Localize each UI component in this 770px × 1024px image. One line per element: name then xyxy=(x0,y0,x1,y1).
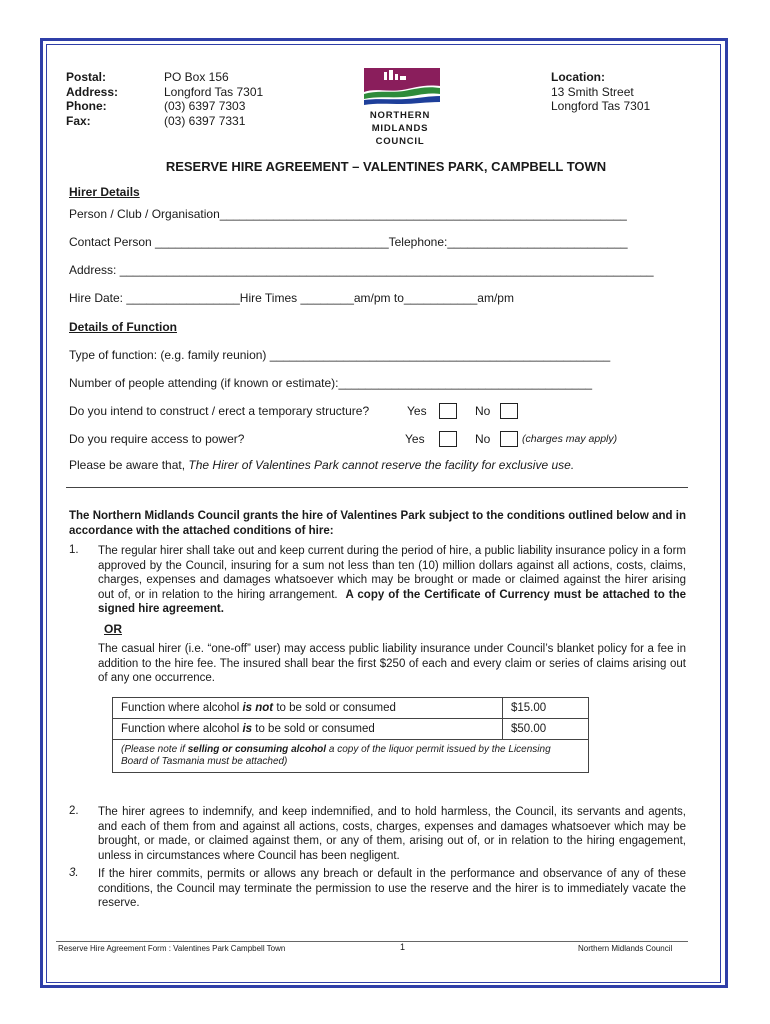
person-club-field[interactable]: Person / Club / Organisation_____________________________________________________________ xyxy=(69,207,627,221)
fee-row-1-em: is not xyxy=(242,702,274,714)
function-type-field[interactable]: Type of function: (e.g. family reunion) ___________________________________________________ xyxy=(69,348,611,362)
condition-2-number: 2. xyxy=(69,805,79,817)
exclusive-use-notice xyxy=(69,458,574,472)
fee-row-2-em: is xyxy=(242,723,253,735)
page-title: RESERVE HIRE AGREEMENT – VALENTINES PARK, CAMPBELL TOWN xyxy=(165,159,607,174)
footer-rule xyxy=(56,941,688,942)
liquor-note-bold: selling or consuming alcohol xyxy=(187,744,327,755)
location-block xyxy=(551,70,650,114)
charges-note: (charges may apply) xyxy=(522,433,618,445)
casual-hirer-text: The casual hirer (i.e. “one-off” user) may access public liability insurance under Council’s blanket policy for a fee in addition to the hire fee. The insured shall bear the first $250 of each and every claim or series of claims arising out of any one occurrence. xyxy=(98,643,686,684)
power-yes-label: Yes xyxy=(405,432,425,446)
contact-telephone-field[interactable]: Contact Person ___________________________________Telephone:___________________________ xyxy=(69,235,628,249)
council-logo-text xyxy=(352,109,448,148)
phone-label: Phone: xyxy=(66,99,107,113)
structure-yes-checkbox[interactable] xyxy=(439,403,457,419)
fax-label: Fax: xyxy=(66,113,91,128)
table-row xyxy=(113,740,589,773)
address-value: Longford Tas 7301 xyxy=(164,84,264,99)
aware-italic: The Hirer of Valentines Park cannot reserve the facility for exclusive use. xyxy=(188,458,575,472)
condition-3-number: 3. xyxy=(69,867,79,879)
function-details-heading: Details of Function xyxy=(69,320,177,334)
table-row xyxy=(113,719,589,740)
structure-yes-label: Yes xyxy=(407,404,427,418)
postal-label: Postal: xyxy=(66,70,107,84)
power-no-label: No xyxy=(475,432,491,446)
condition-2-text: The hirer agrees to indemnify, and keep indemnified, and to hold harmless, the Council, its servants and agents, and each of them from and against all actions, costs, charges, expenses and damages whatsoever which may be brought, or made, or claimed against them, or any of them, arising out of, or in relation to the hiring engagement, unless in circumstances where Council has been negligent. xyxy=(98,806,686,862)
condition-1-body: The regular hirer shall take out and keep current during the period of hire, a public liability insurance policy in a form approved by the Council, insuring for a sum not less than ten (10) million dollars against all actions, costs, claims, charges, expenses and damages whatsoever which may be brought or made or claimed against the hirer arising out of, or in relation to the hiring arrangement. xyxy=(98,545,686,601)
footer-left: Reserve Hire Agreement Form : Valentines Park Campbell Town xyxy=(58,944,286,953)
structure-question: Do you intend to construct / erect a temporary structure? xyxy=(69,404,370,418)
header-values xyxy=(164,70,263,128)
location-label: Location: xyxy=(551,70,605,84)
aware-prefix: Please be aware that, xyxy=(69,458,189,472)
footer-right: Northern Midlands Council xyxy=(578,944,673,953)
conditions-intro: The Northern Midlands Council grants the hire of Valentines Park subject to the conditions outlined below and in accordance with the attached conditions of hire: xyxy=(69,510,686,537)
logo-line-3: COUNCIL xyxy=(375,136,425,147)
logo-line-1: NORTHERN xyxy=(369,110,431,121)
liquor-permit-note: (Please note if selling or consuming alcohol a copy of the liquor permit issued by the Licensing Board of Tasmania must be attached) xyxy=(113,740,589,773)
fax-value: (03) 6397 7331 xyxy=(164,113,246,128)
address-label: Address: xyxy=(66,84,119,99)
fee-row-1-label: Function where alcohol is not to be sold or consumed xyxy=(113,698,503,719)
location-line-1: 13 Smith Street xyxy=(551,84,634,99)
structure-no-label: No xyxy=(475,404,491,418)
location-line-2: Longford Tas 7301 xyxy=(551,99,651,113)
condition-3-text: If the hirer commits, permits or allows any breach or default in the performance and observance of any of these conditions, the Council may terminate the permission to use the reserve and the hirer is to immediately vacate the reserve. xyxy=(98,868,686,909)
postal-value: PO Box 156 xyxy=(164,70,229,84)
table-row xyxy=(113,698,589,719)
fee-table xyxy=(112,697,589,773)
divider xyxy=(66,487,688,488)
council-logo xyxy=(364,66,440,108)
structure-no-checkbox[interactable] xyxy=(500,403,518,419)
condition-1-text xyxy=(98,544,686,617)
logo-line-2: MIDLANDS xyxy=(371,123,429,134)
condition-1-number: 1. xyxy=(69,544,79,556)
fee-row-1-price: $15.00 xyxy=(503,698,589,719)
people-attending-field[interactable]: Number of people attending (if known or estimate):______________________________________ xyxy=(69,376,593,390)
or-separator: OR xyxy=(104,622,122,636)
fee-row-2-label: Function where alcohol is to be sold or consumed xyxy=(113,719,503,740)
power-no-checkbox[interactable] xyxy=(500,431,518,447)
hirer-details-heading: Hirer Details xyxy=(69,185,140,199)
hire-date-times-field[interactable]: Hire Date: _________________Hire Times ________am/pm to___________am/pm xyxy=(69,291,514,305)
footer-page-number: 1 xyxy=(400,942,406,952)
phone-value: (03) 6397 7303 xyxy=(164,99,246,113)
condition-1-bold: A copy of the Certificate of Currency must be attached to the signed hire agreement. xyxy=(98,588,686,615)
power-question: Do you require access to power? xyxy=(69,432,245,446)
power-yes-checkbox[interactable] xyxy=(439,431,457,447)
fee-row-2-price: $50.00 xyxy=(503,719,589,740)
address-field[interactable]: Address: ________________________________________________________________________________ xyxy=(69,263,654,277)
header-labels xyxy=(66,70,118,128)
